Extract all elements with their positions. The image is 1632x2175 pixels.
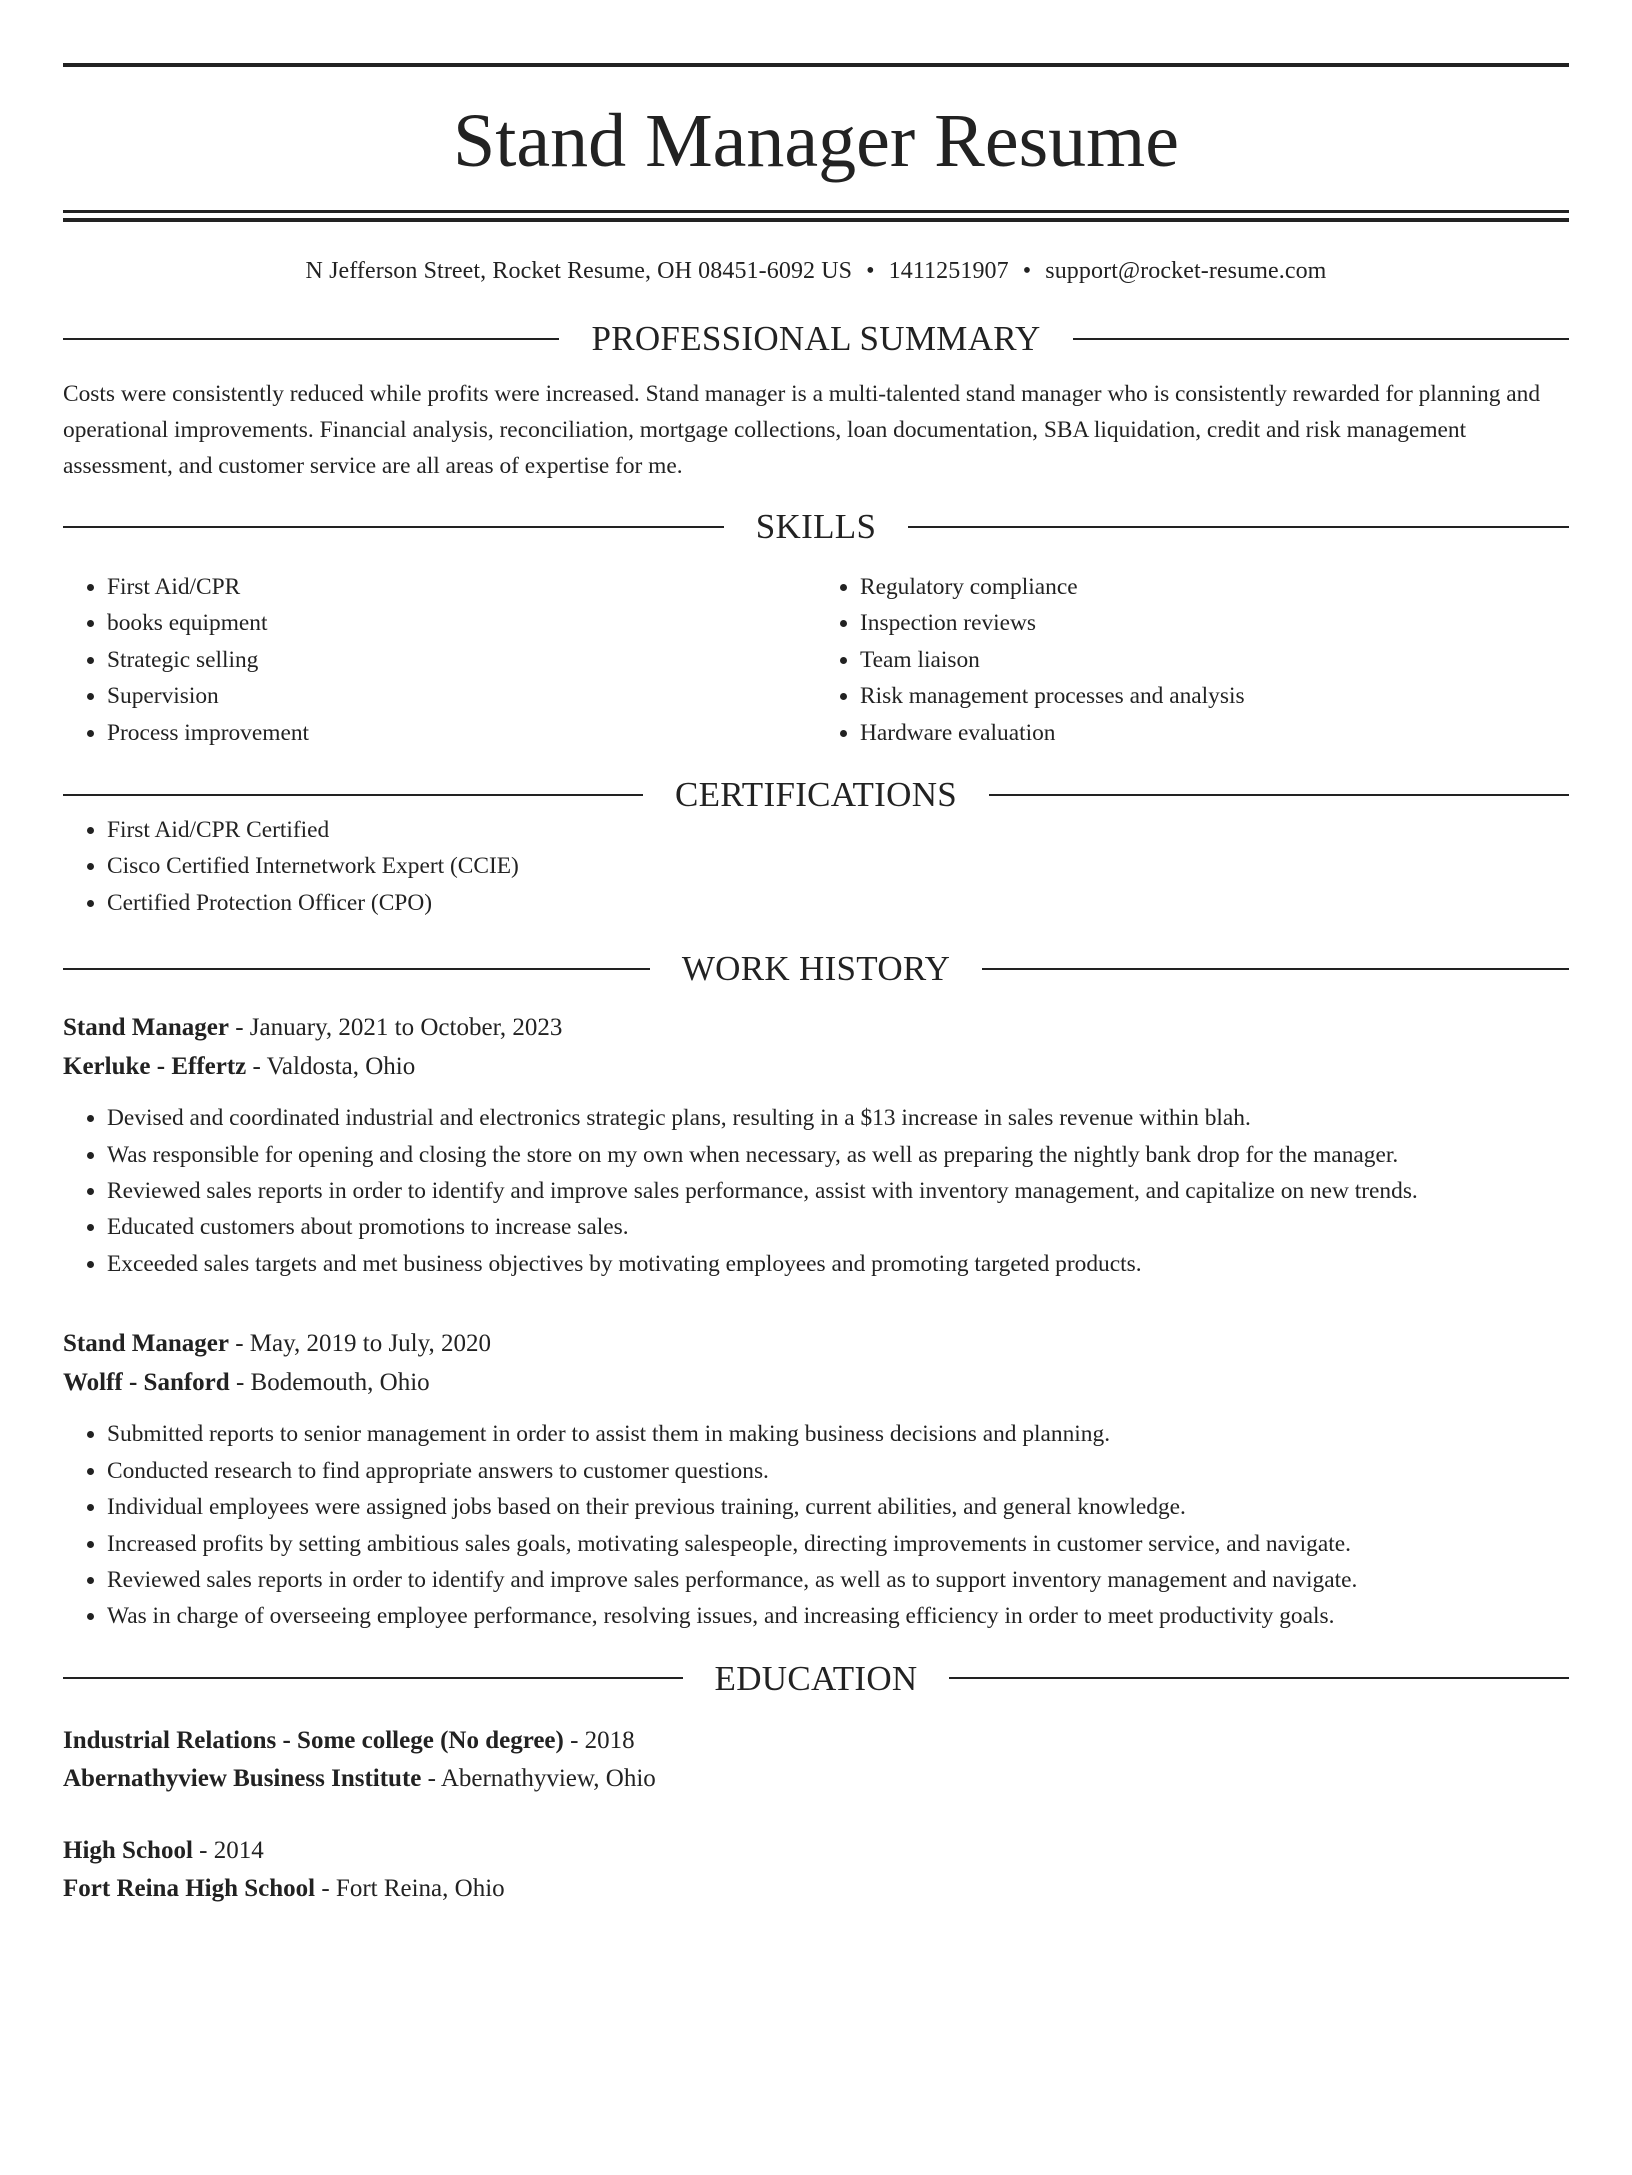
section-heading-summary (63, 321, 1569, 356)
contact-separator: • (1022, 258, 1032, 284)
list-item: • Individual employees were assigned jobs based on their previous training, current abilities, and general knowledge. (107, 1489, 1569, 1525)
list-item: • Risk management processes and analysis (860, 678, 1569, 714)
job-location: - Bodemouth, Ohio (229, 1369, 430, 1397)
job-bullets (63, 1100, 1569, 1282)
education-degree: High School (63, 1836, 193, 1864)
page-title: Stand Manager Resume (452, 99, 1180, 183)
contact-phone: 1411251907 (888, 258, 1009, 284)
list-item: • Was in charge of overseeing employee performance, resolving issues, and increasing efficiency in order to meet productivity goals. (107, 1598, 1569, 1634)
education-year: - 2018 (563, 1726, 635, 1754)
title-double-rule (63, 210, 1569, 222)
list-item: • Supervision (107, 678, 816, 714)
education-entry (63, 1722, 1569, 1798)
list-item: • Team liaison (860, 642, 1569, 678)
list-item: • Hardware evaluation (860, 715, 1569, 751)
list-item: • Process improvement (107, 715, 816, 751)
list-item: • Submitted reports to senior management in order to assist them in making business decisions and planning. (107, 1416, 1569, 1452)
job-entry (63, 1324, 1569, 1634)
list-item: • Educated customers about promotions to increase sales. (107, 1209, 1569, 1245)
section-heading-label: EDUCATION (714, 1658, 918, 1698)
skills-list (63, 569, 1569, 751)
section-heading-certifications (63, 775, 1569, 815)
education-degree: Industrial Relations - Some college (No degree) (63, 1726, 564, 1754)
top-rule (63, 63, 1569, 67)
job-title: Stand Manager (63, 1330, 229, 1358)
education-school: Abernathyview Business Institute (63, 1764, 422, 1792)
education-year: - 2014 (192, 1836, 264, 1864)
job-dates: - May, 2019 to July, 2020 (228, 1330, 492, 1358)
skills-column-left (63, 569, 816, 751)
list-item: • Conducted research to find appropriate answers to customer questions. (107, 1453, 1569, 1489)
section-heading-label: PROFESSIONAL SUMMARY (591, 319, 1041, 358)
list-item: • Increased profits by setting ambitious sales goals, motivating salespeople, directing improvements in customer service, and navigate. (107, 1526, 1569, 1562)
list-item: • Inspection reviews (860, 605, 1569, 641)
certifications-list (63, 812, 1569, 921)
job-bullets (63, 1416, 1569, 1634)
job-entry (63, 1008, 1569, 1282)
list-item: • Reviewed sales reports in order to identify and improve sales performance, as well as to support inventory management and navigate. (107, 1562, 1569, 1598)
list-item: • First Aid/CPR Certified (107, 812, 1569, 848)
contact-address: N Jefferson Street, Rocket Resume, OH 08451-6092 US (305, 258, 853, 284)
education-location: - Fort Reina, Ohio (315, 1874, 505, 1902)
section-heading-label: SKILLS (755, 507, 877, 546)
summary-paragraph: Costs were consistently reduced while profits were increased. Stand manager is a multi-talented stand manager who is consistently rewarded for planning and operational improvements. Financial analysis, reconciliation, mortgage collections, loan documentation, SBA liquidation, credit and risk management assessment, and customer service are all areas of expertise for me. (63, 381, 1541, 479)
contact-separator: • (866, 258, 875, 284)
job-title: Stand Manager (63, 1014, 229, 1042)
education-entry (63, 1832, 1569, 1908)
job-location: - Valdosta, Ohio (246, 1053, 416, 1081)
section-heading-label: CERTIFICATIONS (674, 775, 958, 815)
list-item: • books equipment (107, 605, 816, 641)
job-company: Kerluke - Effertz (63, 1053, 247, 1081)
job-company: Wolff - Sanford (63, 1369, 230, 1397)
section-heading-education (63, 1658, 1569, 1698)
contact-email: support@rocket-resume.com (1045, 258, 1327, 284)
list-item: • Exceeded sales targets and met business objectives by motivating employees and promoting targeted products. (107, 1246, 1569, 1282)
list-item: • First Aid/CPR (107, 569, 816, 605)
list-item: • Cisco Certified Internetwork Expert (CCIE) (107, 848, 1569, 884)
section-heading-skills (63, 509, 1569, 544)
education-school: Fort Reina High School (63, 1874, 316, 1902)
section-heading-label: WORK HISTORY (681, 949, 951, 989)
education-location: - Abernathyview, Ohio (421, 1764, 656, 1792)
section-heading-work-history (63, 949, 1569, 989)
list-item: • Regulatory compliance (860, 569, 1569, 605)
resume-page (0, 63, 1632, 2175)
list-item: • Reviewed sales reports in order to identify and improve sales performance, assist with inventory management, and capitalize on new trends. (107, 1173, 1569, 1209)
contact-line (63, 258, 1569, 285)
list-item: • Certified Protection Officer (CPO) (107, 885, 1569, 921)
skills-column-right (816, 569, 1569, 751)
list-item: • Devised and coordinated industrial and electronics strategic plans, resulting in a $13 increase in sales revenue within blah. (107, 1100, 1569, 1136)
job-dates: - January, 2021 to October, 2023 (228, 1014, 563, 1042)
list-item: • Was responsible for opening and closing the store on my own when necessary, as well as preparing the nightly bank drop for the manager. (107, 1137, 1569, 1173)
list-item: • Strategic selling (107, 642, 816, 678)
